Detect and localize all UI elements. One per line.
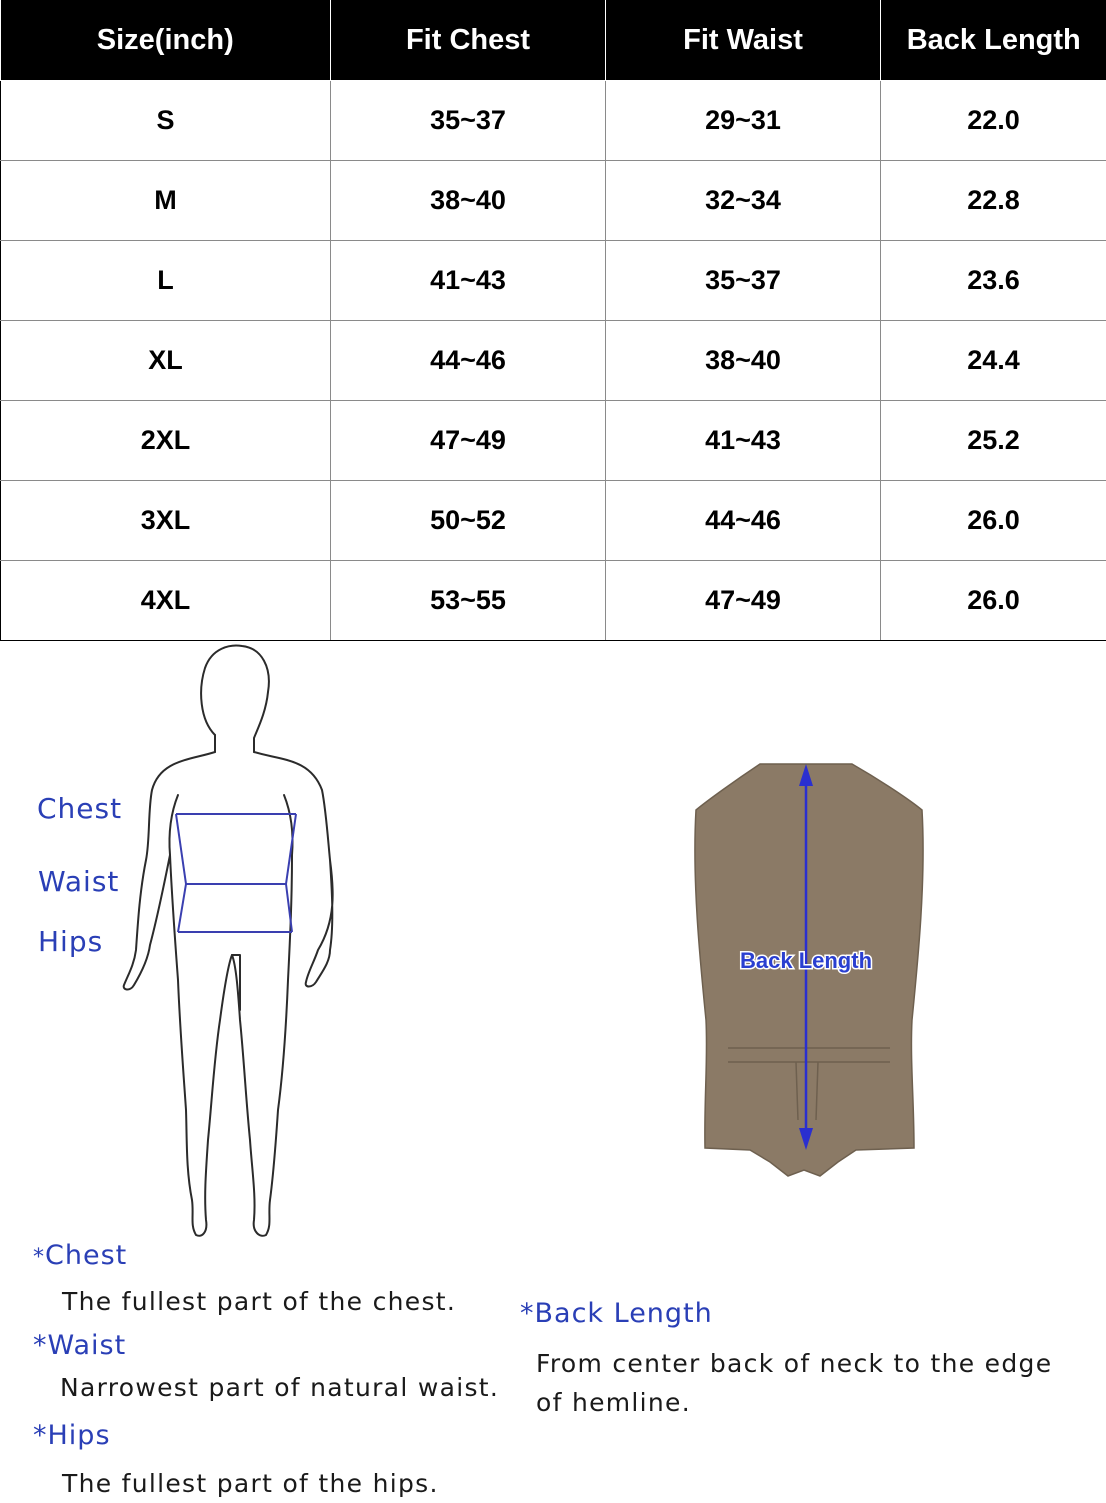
hip-side-left: [178, 884, 186, 932]
cell-fit-waist: 29~31: [606, 81, 881, 161]
term-text: Back Length: [535, 1298, 713, 1329]
cell-fit-chest: 50~52: [331, 481, 606, 561]
table-row: [1, 241, 1106, 321]
cell-size: XL: [1, 321, 331, 401]
definition-back-length-desc: [536, 1344, 1052, 1422]
cell-size: L: [1, 241, 331, 321]
cell-fit-waist: 35~37: [606, 241, 881, 321]
cell-back-length: 25.2: [881, 401, 1106, 481]
definition-hips-desc: The fullest part of the hips.: [62, 1464, 439, 1503]
table-row: [1, 321, 1106, 401]
table-row: [1, 161, 1106, 241]
definition-waist-desc: Narrowest part of natural waist.: [60, 1368, 499, 1407]
hips-label: Hips: [38, 925, 103, 958]
definition-waist-term: [33, 1330, 126, 1361]
cell-fit-waist: 38~40: [606, 321, 881, 401]
asterisk: *: [33, 1420, 48, 1451]
chest-label: Chest: [37, 792, 122, 825]
vest-illustration: [695, 764, 923, 1176]
cell-fit-waist: 44~46: [606, 481, 881, 561]
cell-back-length: 23.6: [881, 241, 1106, 321]
term-text: Hips: [48, 1420, 111, 1451]
cell-fit-waist: 32~34: [606, 161, 881, 241]
asterisk: *: [520, 1298, 535, 1329]
definition-chest-desc: The fullest part of the chest.: [62, 1282, 456, 1321]
header-size: Size(inch): [1, 0, 331, 81]
cell-fit-waist: 41~43: [606, 401, 881, 481]
cell-fit-chest: 41~43: [331, 241, 606, 321]
cell-size: 2XL: [1, 401, 331, 481]
header-fit-chest: Fit Chest: [331, 0, 606, 81]
cell-back-length: 24.4: [881, 321, 1106, 401]
asterisk: *: [33, 1330, 48, 1361]
body-measurement-lines: [176, 814, 296, 932]
cell-fit-chest: 53~55: [331, 561, 606, 641]
desc-line: From center back of neck to the edge: [536, 1344, 1052, 1383]
cell-back-length: 22.0: [881, 81, 1106, 161]
table-row: [1, 401, 1106, 481]
cell-back-length: 26.0: [881, 481, 1106, 561]
measurement-figures: [0, 640, 1106, 1240]
cell-back-length: 26.0: [881, 561, 1106, 641]
vest-back-length-label: Back Length: [740, 948, 872, 973]
cell-size: S: [1, 81, 331, 161]
asterisk: *: [33, 1245, 45, 1270]
definition-chest-term: [33, 1240, 127, 1271]
body-outline-illustration: [124, 646, 333, 1236]
table-header-row: [1, 0, 1106, 81]
table-row: [1, 481, 1106, 561]
cell-size: 3XL: [1, 481, 331, 561]
cell-size: 4XL: [1, 561, 331, 641]
definition-hips-term: [33, 1420, 111, 1451]
cell-size: M: [1, 161, 331, 241]
cell-fit-waist: 47~49: [606, 561, 881, 641]
header-back-length: Back Length: [881, 0, 1106, 81]
cell-back-length: 22.8: [881, 161, 1106, 241]
term-text: Chest: [45, 1240, 127, 1271]
waist-label: Waist: [38, 865, 119, 898]
size-chart-table: [0, 0, 1106, 641]
table-row: [1, 81, 1106, 161]
cell-fit-chest: 38~40: [331, 161, 606, 241]
cell-fit-chest: 35~37: [331, 81, 606, 161]
cell-fit-chest: 44~46: [331, 321, 606, 401]
header-fit-waist: Fit Waist: [606, 0, 881, 81]
table-row: [1, 561, 1106, 641]
term-text: Waist: [48, 1330, 127, 1361]
desc-line: of hemline.: [536, 1383, 1052, 1422]
cell-fit-chest: 47~49: [331, 401, 606, 481]
torso-side-left: [176, 814, 186, 884]
definition-back-length-term: [520, 1298, 713, 1329]
